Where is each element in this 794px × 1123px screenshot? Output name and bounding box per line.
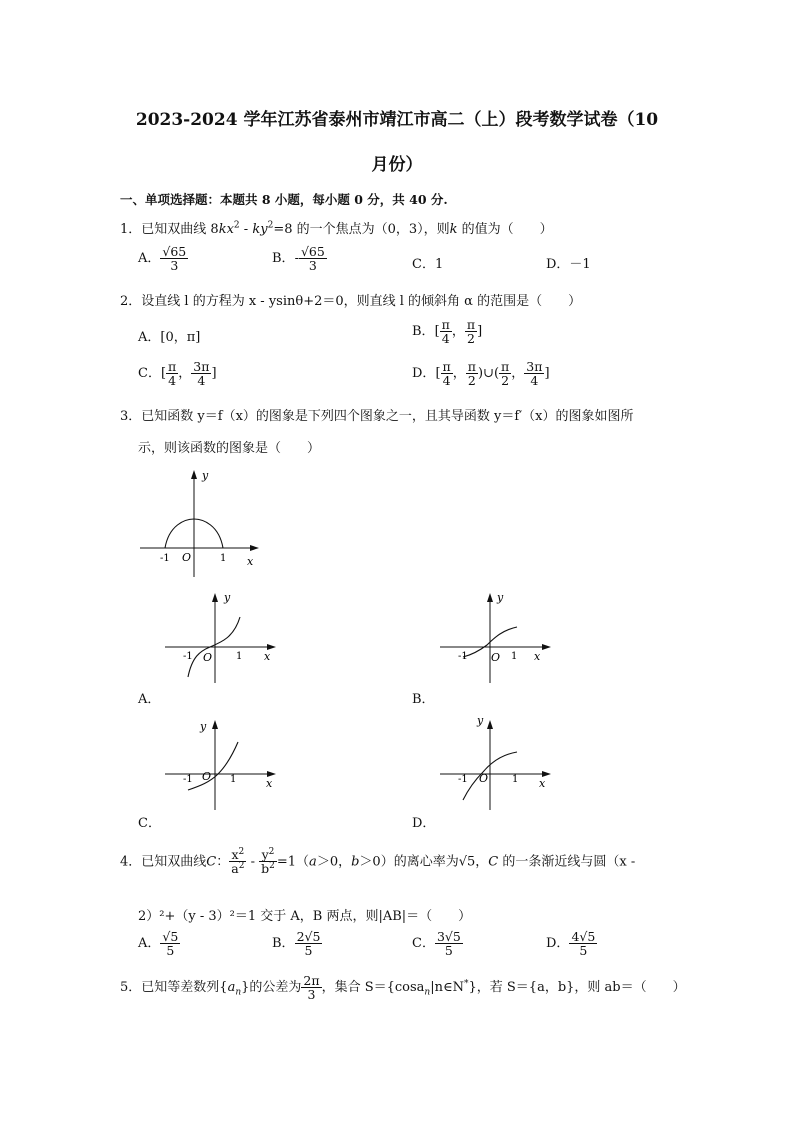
q5-sub: n: [235, 987, 242, 998]
frac-den: 4: [168, 373, 177, 389]
q4-var: C: [206, 854, 217, 870]
q1-exp: 2: [267, 220, 274, 231]
q2-option-a[interactable]: A．[0，π]: [138, 330, 201, 345]
bracket: ]: [544, 366, 550, 382]
fraction: [569, 930, 597, 957]
fraction: [295, 930, 323, 957]
question-number: 5．: [120, 980, 142, 996]
q1-text: -: [239, 222, 253, 237]
frac-den: 4: [530, 373, 539, 389]
frac-exp: 2: [269, 861, 275, 872]
fraction: [524, 360, 544, 387]
q1-option-b[interactable]: [272, 245, 327, 272]
origin-label: O: [182, 551, 192, 564]
frac-den: 5: [579, 943, 588, 959]
q5-text: }，若 S＝{a，b}，则 ab＝（ ）: [468, 980, 686, 996]
option-d-graph: [435, 712, 555, 812]
q1-text: 已知双曲线 8: [141, 222, 219, 237]
frac-den: 5: [444, 943, 453, 959]
frac-num: √65: [300, 244, 325, 259]
origin-label: O: [203, 651, 213, 664]
frac-num: π: [441, 317, 450, 332]
question-4-line2: 2）²+（y - 3）²＝1 交于 A，B 两点，则|AB|＝（ ）: [138, 909, 472, 924]
q3-option-b[interactable]: B．: [412, 692, 435, 707]
comma: ，: [511, 366, 525, 382]
frac-var: a: [231, 861, 239, 877]
frac-num: π: [442, 359, 451, 374]
frac-num: π: [168, 359, 177, 374]
frac-num: [229, 848, 246, 862]
tick-label-pos: 1: [220, 553, 227, 564]
frac-num: 3π: [526, 359, 543, 374]
frac-den: 3: [170, 258, 179, 274]
q4-text: 已知双曲线: [141, 854, 207, 870]
fraction: [435, 930, 463, 957]
q5-sup: *: [463, 978, 469, 989]
frac-den: 5: [166, 943, 175, 959]
frac-num: √65: [162, 244, 187, 259]
q5-text: ，集合 S＝{cosa: [321, 980, 425, 996]
q1-option-d[interactable]: D．－1: [546, 257, 591, 272]
tick-label-neg: -1: [183, 651, 193, 662]
section-heading: 一、单项选择题：本题共 8 小题，每小题 0 分，共 40 分.: [120, 192, 448, 207]
frac-den: 4: [441, 331, 450, 347]
q4-option-d[interactable]: [546, 930, 597, 957]
q4-var: a: [309, 854, 317, 870]
q4-text: ：: [216, 854, 230, 870]
y-axis-arrow: [487, 720, 493, 729]
frac-den: [229, 862, 246, 875]
q3-option-a[interactable]: A．: [138, 692, 161, 707]
q4-text: 的一条渐近线与圆（x -: [498, 854, 636, 870]
fraction: [466, 360, 478, 387]
q3-option-d[interactable]: D．: [412, 816, 436, 831]
option-label: B．: [272, 251, 295, 267]
frac-den: 3: [307, 987, 316, 1003]
frac-num: π: [466, 317, 476, 332]
frac-exp: 2: [238, 847, 245, 857]
q5-var: a: [227, 980, 236, 996]
bracket: [: [435, 366, 441, 382]
q1-text: 的值为（ ）: [457, 222, 553, 237]
frac-exp: 2: [268, 847, 275, 857]
tick-label-neg: -1: [183, 774, 193, 785]
frac-num: 3π: [193, 359, 210, 374]
fraction: [499, 360, 511, 387]
origin-label: O: [491, 651, 501, 664]
frac-num: 4√5: [571, 929, 596, 944]
origin-label: O: [202, 770, 212, 783]
fraction: [160, 930, 180, 957]
fraction: [299, 245, 327, 272]
frac-exp: 2: [238, 861, 245, 872]
bracket: ): [477, 366, 484, 382]
question-4-line1: 4．已知双曲线C： $\frac{x^2}{a^2}$ - $\frac{y^2}{b^2}$ =1（a＞0，b＞0）的离心率为√5，C 的一条渐近线与圆（x -: [120, 847, 636, 877]
q4-text: ＞0，: [316, 854, 352, 870]
frac-var: x: [231, 847, 239, 863]
q4-var: C: [488, 854, 499, 870]
question-number: 1．: [120, 222, 142, 237]
option-b-graph: [435, 585, 555, 685]
question-3-line1: [120, 405, 633, 424]
question-1: [120, 218, 553, 237]
q2-option-c[interactable]: [138, 360, 217, 387]
frac-num: 2√5: [296, 929, 321, 944]
option-label: B．: [272, 936, 295, 952]
tick-label-pos: 1: [512, 774, 519, 785]
q1-option-c[interactable]: C．1: [412, 257, 444, 272]
question-number: 4．: [120, 854, 142, 870]
q1-exp: 2: [233, 220, 240, 231]
option-label: D．: [546, 936, 570, 952]
y-axis-arrow: [212, 593, 218, 602]
tick-label-neg: -1: [458, 774, 468, 785]
frac-den: 2: [501, 373, 510, 389]
y-label: y: [477, 714, 484, 727]
q5-text: }的公差为: [241, 980, 302, 996]
x-axis-arrow: [542, 644, 551, 650]
frac-num: 3√5: [436, 929, 461, 944]
q4-text: ＞0）的离心率为: [359, 854, 459, 870]
q1-var: k: [449, 222, 458, 237]
x-axis-arrow: [250, 545, 259, 551]
y-label: y: [202, 469, 209, 482]
bracket: ]: [477, 324, 483, 340]
frac-var: b: [261, 861, 270, 877]
q5-sub: n: [424, 987, 431, 998]
q4-option-c[interactable]: [412, 930, 463, 957]
option-label: D．: [412, 366, 436, 382]
tick-label-neg: -1: [458, 651, 468, 662]
minus-sign: -: [294, 251, 299, 267]
q2-text: 设直线 l 的方程为 x - ysinθ+2＝0，则直线 l 的倾斜角 α 的范围是（ ）: [141, 294, 582, 309]
option-label: C．: [138, 366, 161, 382]
q1-var: x: [226, 222, 234, 237]
frac-num: π: [501, 359, 510, 374]
q1-text: =8 的一个焦点为（0，3），则: [273, 222, 450, 237]
frac-den: 3: [308, 258, 317, 274]
fraction: [160, 245, 188, 272]
sqrt-expression: √5: [458, 854, 476, 870]
q5-text: |n∈N: [430, 980, 464, 996]
q4-text: ，: [475, 854, 489, 870]
frac-den: 2: [467, 373, 476, 389]
y-label: y: [497, 591, 504, 604]
bracket: (: [493, 366, 500, 382]
q4-option-a[interactable]: [138, 930, 180, 957]
bracket: [: [434, 324, 440, 340]
frac-den: [259, 862, 277, 875]
frac-num: [259, 848, 277, 862]
q4-var: b: [351, 854, 360, 870]
fraction: [301, 974, 321, 1001]
option-label: C．: [412, 936, 435, 952]
fraction: [229, 848, 246, 876]
frac-den: 5: [304, 943, 313, 959]
q1-var: k: [252, 222, 261, 237]
y-axis-arrow: [487, 593, 493, 602]
q1-option-a[interactable]: [138, 245, 188, 272]
y-axis-arrow: [191, 470, 197, 479]
q2-option-d[interactable]: [412, 360, 550, 387]
frac-den: 4: [197, 373, 206, 389]
fraction: [259, 848, 277, 876]
y-label: y: [224, 591, 231, 604]
bracket: ]: [211, 366, 217, 382]
option-a-graph: [160, 585, 280, 685]
q3-text: 已知函数 y＝f（x）的图象是下列四个图象之一，且其导函数 y＝f′（x）的图象如图所: [141, 409, 634, 424]
x-label: x: [247, 555, 254, 568]
frac-var: y: [261, 847, 269, 863]
question-5: [120, 974, 686, 1001]
y-axis-arrow: [212, 720, 218, 729]
derivative-graph: [135, 465, 265, 580]
union-symbol: ∪: [483, 366, 494, 382]
frac-den: 2: [467, 331, 475, 347]
question-2: [120, 290, 581, 309]
x-label: x: [264, 650, 271, 663]
q1-var: y: [260, 222, 268, 237]
x-label: x: [534, 650, 541, 663]
q1-var: k: [218, 222, 227, 237]
question-number: 3．: [120, 409, 142, 424]
q5-text: 已知等差数列{: [141, 980, 228, 996]
frac-num: √5: [162, 929, 179, 944]
x-label: x: [266, 777, 273, 790]
fraction: [166, 360, 178, 387]
comma: ，: [178, 366, 192, 382]
fraction: [441, 360, 453, 387]
page-title-line1: 2023-2024 学年江苏省泰州市靖江市高二（上）段考数学试卷（10: [135, 110, 659, 130]
x-label: x: [539, 777, 546, 790]
tick-label-pos: 1: [236, 651, 243, 662]
frac-den: 4: [442, 373, 451, 389]
question-3-line2: 示，则该函数的图象是（ ）: [138, 441, 321, 456]
option-c-graph: [160, 712, 280, 812]
origin-label: O: [479, 772, 489, 785]
q4-option-b[interactable]: [272, 930, 322, 957]
option-label: A．: [138, 251, 161, 267]
q2-option-b[interactable]: [412, 318, 482, 345]
y-label: y: [200, 720, 207, 733]
fraction: [440, 318, 452, 345]
option-label: B．: [412, 324, 435, 340]
frac-num: π: [467, 359, 476, 374]
tick-label-pos: 1: [511, 651, 518, 662]
bracket: [: [160, 366, 167, 382]
frac-num: 2π: [303, 973, 320, 988]
comma: ，: [452, 366, 466, 382]
question-number: 2．: [120, 294, 142, 309]
q3-option-c[interactable]: C．: [138, 816, 161, 831]
option-label: A．: [138, 936, 161, 952]
comma: ，: [451, 324, 465, 340]
q4-text: =1（: [276, 854, 310, 870]
tick-label-pos: 1: [230, 774, 237, 785]
page-title-line2: 月份）: [371, 155, 423, 175]
fraction: [191, 360, 211, 387]
tick-label-neg: -1: [160, 553, 170, 564]
fraction: [465, 318, 477, 345]
